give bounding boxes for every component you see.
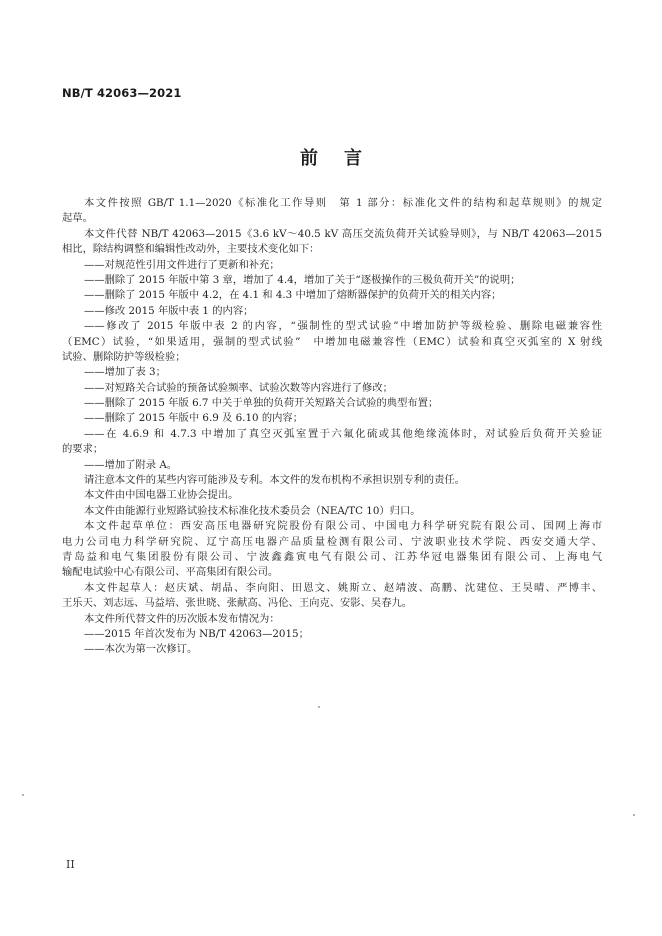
text-line: 输配电试验中心有限公司、平高集团有限公司。 xyxy=(62,566,279,579)
text-line: （EMC）试验，“如果适用，强制的型式试验” 中增加电磁兼容性（EMC）试验和真空灭弧室的 X 射线 xyxy=(62,335,602,348)
list-item: ——2015 年首次发布为 NB/T 42063—2015； xyxy=(84,627,309,640)
paragraph-patent-notice: 请注意本文件的某些内容可能涉及专利。本文件的发布机构不承担识别专利的责任。 xyxy=(84,474,465,487)
list-item: ——本次为第一次修订。 xyxy=(84,643,198,656)
text-line: 起草。 xyxy=(62,212,93,225)
list-item: ——修改 2015 年版中表 1 的内容； xyxy=(84,304,254,317)
list-item: ——对短路关合试验的预备试验频率、试验次数等内容进行了修改； xyxy=(84,381,393,394)
scan-speck xyxy=(22,794,24,796)
list-item: ——删除了 2015 年版中 4.2，在 4.1 和 4.3 中增加了熔断器保护的负荷开关的相关内容； xyxy=(84,289,502,302)
list-item: ——增加了附录 A。 xyxy=(84,458,178,471)
page-number: II xyxy=(66,858,75,871)
text-line: 王乐天、刘志远、马益培、张世晓、张献高、冯伦、王向克、安影、吴春九。 xyxy=(62,597,413,610)
list-item: ——增加了表 3； xyxy=(84,366,166,379)
list-item: ——删除了 2015 年版中第 3 章，增加了 4.4，增加了关于“逐极操作的三极负荷开关”的说明； xyxy=(84,273,521,286)
list-item: ——删除了 2015 年版中 6.9 及 6.10 的内容； xyxy=(84,412,304,425)
paragraph-committee: 本文件由能源行业短路试验技术标准化技术委员会（NEA/TC 10）归口。 xyxy=(84,504,421,517)
paragraph-version-history: 本文件所代替文件的历次版本发布情况为： xyxy=(84,612,280,625)
text-line: 本文件起草人：赵庆斌、胡晶、李向阳、田恩文、姚斯立、赵靖波、高鹏、沈建位、王昊晴、严博丰、 xyxy=(84,581,602,594)
text-line: ——修改了 2015 年版中表 2 的内容，“强制性的型式试验”中增加防护等级检验、删除电磁兼容性 xyxy=(84,320,602,333)
page-title: 前言 xyxy=(300,148,388,169)
text-line: 本文件起草单位：西安高压电器研究院股份有限公司、中国电力科学研究院有限公司、国网上海市 xyxy=(84,520,602,533)
text-line: 青岛益和电气集团股份有限公司、宁波鑫鑫寅电气有限公司、江苏华冠电器集团有限公司、上海电气 xyxy=(62,550,602,563)
standard-code: NB/T 42063—2021 xyxy=(62,86,182,100)
text-line: 的要求； xyxy=(62,443,104,456)
paragraph-replacement xyxy=(62,227,602,258)
paragraph-proposer: 本文件由中国电器工业协会提出。 xyxy=(84,489,239,502)
scan-speck xyxy=(633,814,635,816)
paragraph-drafting-basis xyxy=(62,196,602,227)
text-line: 试验、删除防护等级检验； xyxy=(62,350,186,363)
preface-body xyxy=(62,196,602,658)
scan-speck xyxy=(318,706,320,708)
text-line: 本文件代替 NB/T 42063—2015《3.6 kV～40.5 kV 高压交流负荷开关试验导则》，与 NB/T 42063—2015 xyxy=(84,227,602,240)
text-line: 电力公司电力科学研究院、辽宁高压电器产品质量检测有限公司、宁波职业技术学院、西安交通大学、 xyxy=(62,535,602,548)
text-line: 本文件按照 GB/T 1.1—2020《标准化工作导则 第 1 部分：标准化文件的结构和起草规则》的规定 xyxy=(84,197,602,209)
list-item: ——删除了 2015 年版 6.7 中关于单独的负荷开关短路关合试验的典型布置； xyxy=(84,397,439,410)
list-item: ——对规范性引用文件进行了更新和补充； xyxy=(84,258,280,271)
text-line: 相比，除结构调整和编辑性改动外，主要技术变化如下： xyxy=(62,243,320,256)
list-item xyxy=(62,427,602,458)
paragraph-drafters xyxy=(62,581,602,612)
text-line: ——在 4.6.9 和 4.7.3 中增加了真空灭弧室置于六氟化硫或其他绝缘流体时，对试验后负荷开关验证 xyxy=(84,427,602,440)
paragraph-drafting-units xyxy=(62,519,602,581)
list-item xyxy=(62,319,602,365)
